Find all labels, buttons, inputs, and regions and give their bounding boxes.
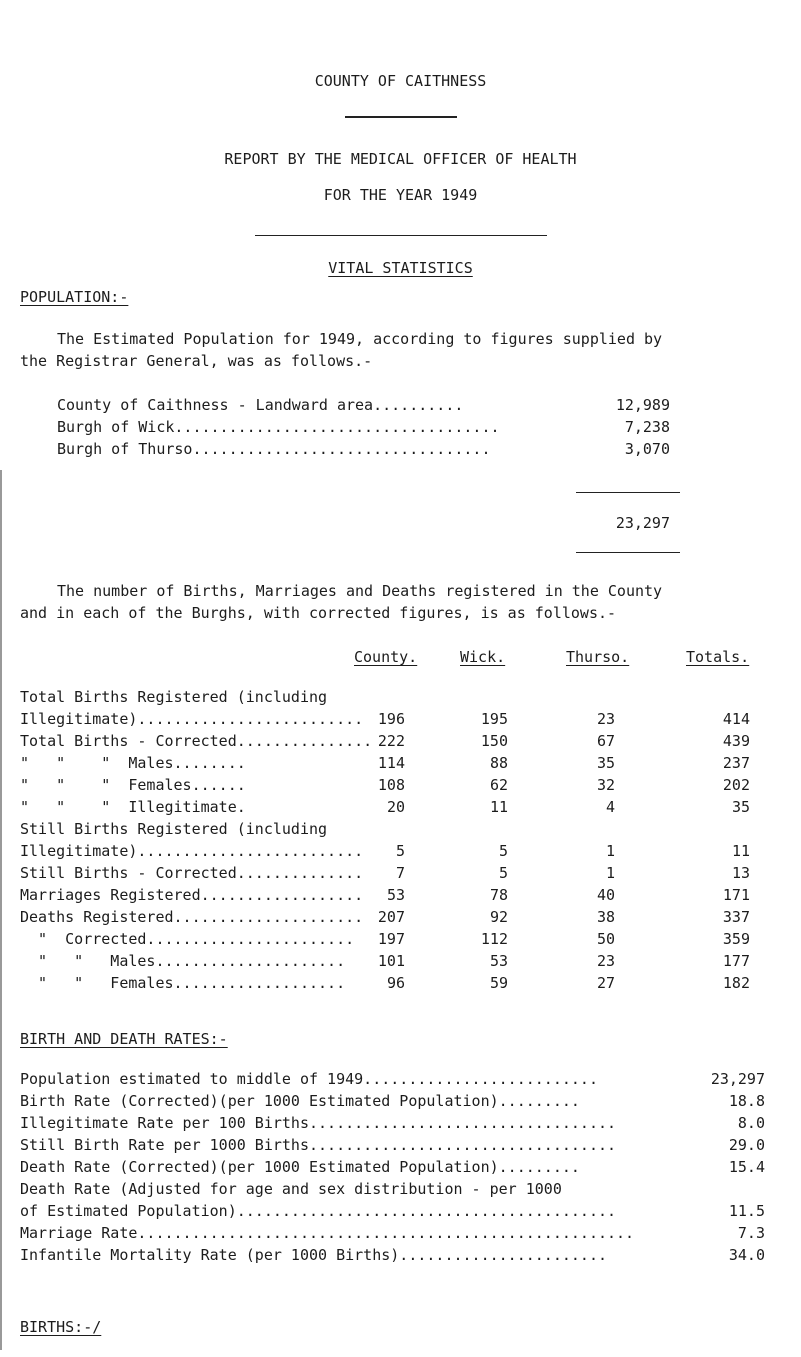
rate-label: Marriage Rate....................................................... xyxy=(20,1224,635,1242)
cell-thurso: 38 xyxy=(596,908,615,926)
cell-wick: 88 xyxy=(489,754,508,772)
cell-county: 101 xyxy=(377,952,405,970)
report-year: FOR THE YEAR 1949 xyxy=(323,186,478,204)
rate-label: of Estimated Population).......................................... xyxy=(20,1202,617,1220)
col-header-thurso: Thurso. xyxy=(566,648,630,666)
rate-label: Infantile Mortality Rate (per 1000 Births)....................... xyxy=(20,1246,607,1264)
rate-value: 29.0 xyxy=(728,1136,765,1154)
births-intro-1: The number of Births, Marriages and Deaths registered in the County xyxy=(57,582,663,600)
cell-county: 5 xyxy=(395,842,405,860)
scan-edge xyxy=(0,470,2,1350)
cell-wick: 5 xyxy=(498,842,508,860)
table-row-label-prefix: Still Births Registered (including xyxy=(20,820,328,838)
cell-county: 196 xyxy=(377,710,405,728)
cell-wick: 195 xyxy=(480,710,508,728)
population-heading: POPULATION:- xyxy=(20,288,129,306)
report-title: REPORT BY THE MEDICAL OFFICER OF HEALTH xyxy=(224,150,577,168)
rate-value: 7.3 xyxy=(737,1224,765,1242)
births-intro-2: and in each of the Burghs, with corrected figures, is as follows.- xyxy=(20,604,617,622)
header-rule-1 xyxy=(345,116,457,118)
rate-label: Death Rate (Corrected)(per 1000 Estimated Population)......... xyxy=(20,1158,580,1176)
cell-wick: 112 xyxy=(480,930,508,948)
rate-label: Still Birth Rate per 1000 Births.................................. xyxy=(20,1136,617,1154)
table-row-label: " " " Illegitimate. xyxy=(20,798,246,816)
cell-county: 20 xyxy=(386,798,405,816)
table-row-label: Illegitimate)......................... xyxy=(20,842,364,860)
cell-total: 439 xyxy=(722,732,750,750)
table-row-label: " Corrected....................... xyxy=(20,930,355,948)
header-rule-2 xyxy=(255,235,547,236)
cell-total: 414 xyxy=(722,710,750,728)
cell-county: 53 xyxy=(386,886,405,904)
cell-total: 11 xyxy=(731,842,750,860)
rate-value: 18.8 xyxy=(728,1092,765,1110)
population-row-value: 12,989 xyxy=(615,396,670,414)
rate-value: 11.5 xyxy=(728,1202,765,1220)
cell-total: 182 xyxy=(722,974,750,992)
cell-total: 13 xyxy=(731,864,750,882)
population-intro-1: The Estimated Population for 1949, according to figures supplied by xyxy=(57,330,663,348)
section-title: VITAL STATISTICS xyxy=(328,259,473,277)
population-row-label: Burgh of Thurso................................. xyxy=(57,440,491,458)
cell-wick: 92 xyxy=(489,908,508,926)
cell-thurso: 4 xyxy=(605,798,615,816)
population-row-value: 7,238 xyxy=(624,418,670,436)
cell-thurso: 27 xyxy=(596,974,615,992)
cell-county: 96 xyxy=(386,974,405,992)
cell-county: 114 xyxy=(377,754,405,772)
rates-heading: BIRTH AND DEATH RATES:- xyxy=(20,1030,228,1048)
cell-thurso: 23 xyxy=(596,710,615,728)
rate-value: 34.0 xyxy=(728,1246,765,1264)
cell-total: 337 xyxy=(722,908,750,926)
rate-value: 23,297 xyxy=(710,1070,765,1088)
rate-label: Population estimated to middle of 1949.......................... xyxy=(20,1070,598,1088)
table-row-label: Still Births - Corrected.............. xyxy=(20,864,364,882)
cell-wick: 11 xyxy=(489,798,508,816)
col-header-wick: Wick. xyxy=(460,648,506,666)
cell-wick: 150 xyxy=(480,732,508,750)
table-row-label-prefix: Total Births Registered (including xyxy=(20,688,328,706)
cell-thurso: 40 xyxy=(596,886,615,904)
cell-total: 359 xyxy=(722,930,750,948)
col-header-county: County. xyxy=(354,648,418,666)
population-total: 23,297 xyxy=(615,514,670,532)
population-row-label: Burgh of Wick.................................... xyxy=(57,418,500,436)
cell-county: 197 xyxy=(377,930,405,948)
cell-total: 171 xyxy=(722,886,750,904)
cell-wick: 62 xyxy=(489,776,508,794)
population-row-value: 3,070 xyxy=(624,440,670,458)
cell-county: 7 xyxy=(395,864,405,882)
col-header-totals: Totals. xyxy=(686,648,750,666)
table-row-label: " " Males..................... xyxy=(20,952,346,970)
county-title: COUNTY OF CAITHNESS xyxy=(314,72,487,90)
table-row-label: Deaths Registered..................... xyxy=(20,908,364,926)
table-row-label: Illegitimate)......................... xyxy=(20,710,364,728)
population-total-rule-top xyxy=(576,492,680,493)
cell-total: 237 xyxy=(722,754,750,772)
rate-value: 15.4 xyxy=(728,1158,765,1176)
table-row-label: Marriages Registered.................. xyxy=(20,886,364,904)
rate-value: 8.0 xyxy=(737,1114,765,1132)
cell-thurso: 1 xyxy=(605,842,615,860)
cell-thurso: 50 xyxy=(596,930,615,948)
table-row-label: Total Births - Corrected............... xyxy=(20,732,373,750)
table-row-label: " " Females................... xyxy=(20,974,346,992)
cell-total: 35 xyxy=(731,798,750,816)
population-total-rule-bottom xyxy=(576,552,680,553)
footer-continuation: BIRTHS:-/ xyxy=(20,1318,102,1336)
table-row-label: " " " Females...... xyxy=(20,776,246,794)
cell-county: 207 xyxy=(377,908,405,926)
rate-label-prefix: Death Rate (Adjusted for age and sex distribution - per 1000 xyxy=(20,1180,562,1198)
rate-label: Illegitimate Rate per 100 Births.................................. xyxy=(20,1114,617,1132)
cell-thurso: 67 xyxy=(596,732,615,750)
cell-thurso: 35 xyxy=(596,754,615,772)
rate-label: Birth Rate (Corrected)(per 1000 Estimated Population)......... xyxy=(20,1092,580,1110)
cell-county: 108 xyxy=(377,776,405,794)
cell-wick: 53 xyxy=(489,952,508,970)
population-row-label: County of Caithness - Landward area.......... xyxy=(57,396,464,414)
cell-wick: 59 xyxy=(489,974,508,992)
cell-county: 222 xyxy=(377,732,405,750)
cell-thurso: 32 xyxy=(596,776,615,794)
cell-wick: 78 xyxy=(489,886,508,904)
cell-total: 202 xyxy=(722,776,750,794)
table-row-label: " " " Males........ xyxy=(20,754,246,772)
cell-total: 177 xyxy=(722,952,750,970)
cell-wick: 5 xyxy=(498,864,508,882)
cell-thurso: 1 xyxy=(605,864,615,882)
cell-thurso: 23 xyxy=(596,952,615,970)
population-intro-2: the Registrar General, was as follows.- xyxy=(20,352,373,370)
